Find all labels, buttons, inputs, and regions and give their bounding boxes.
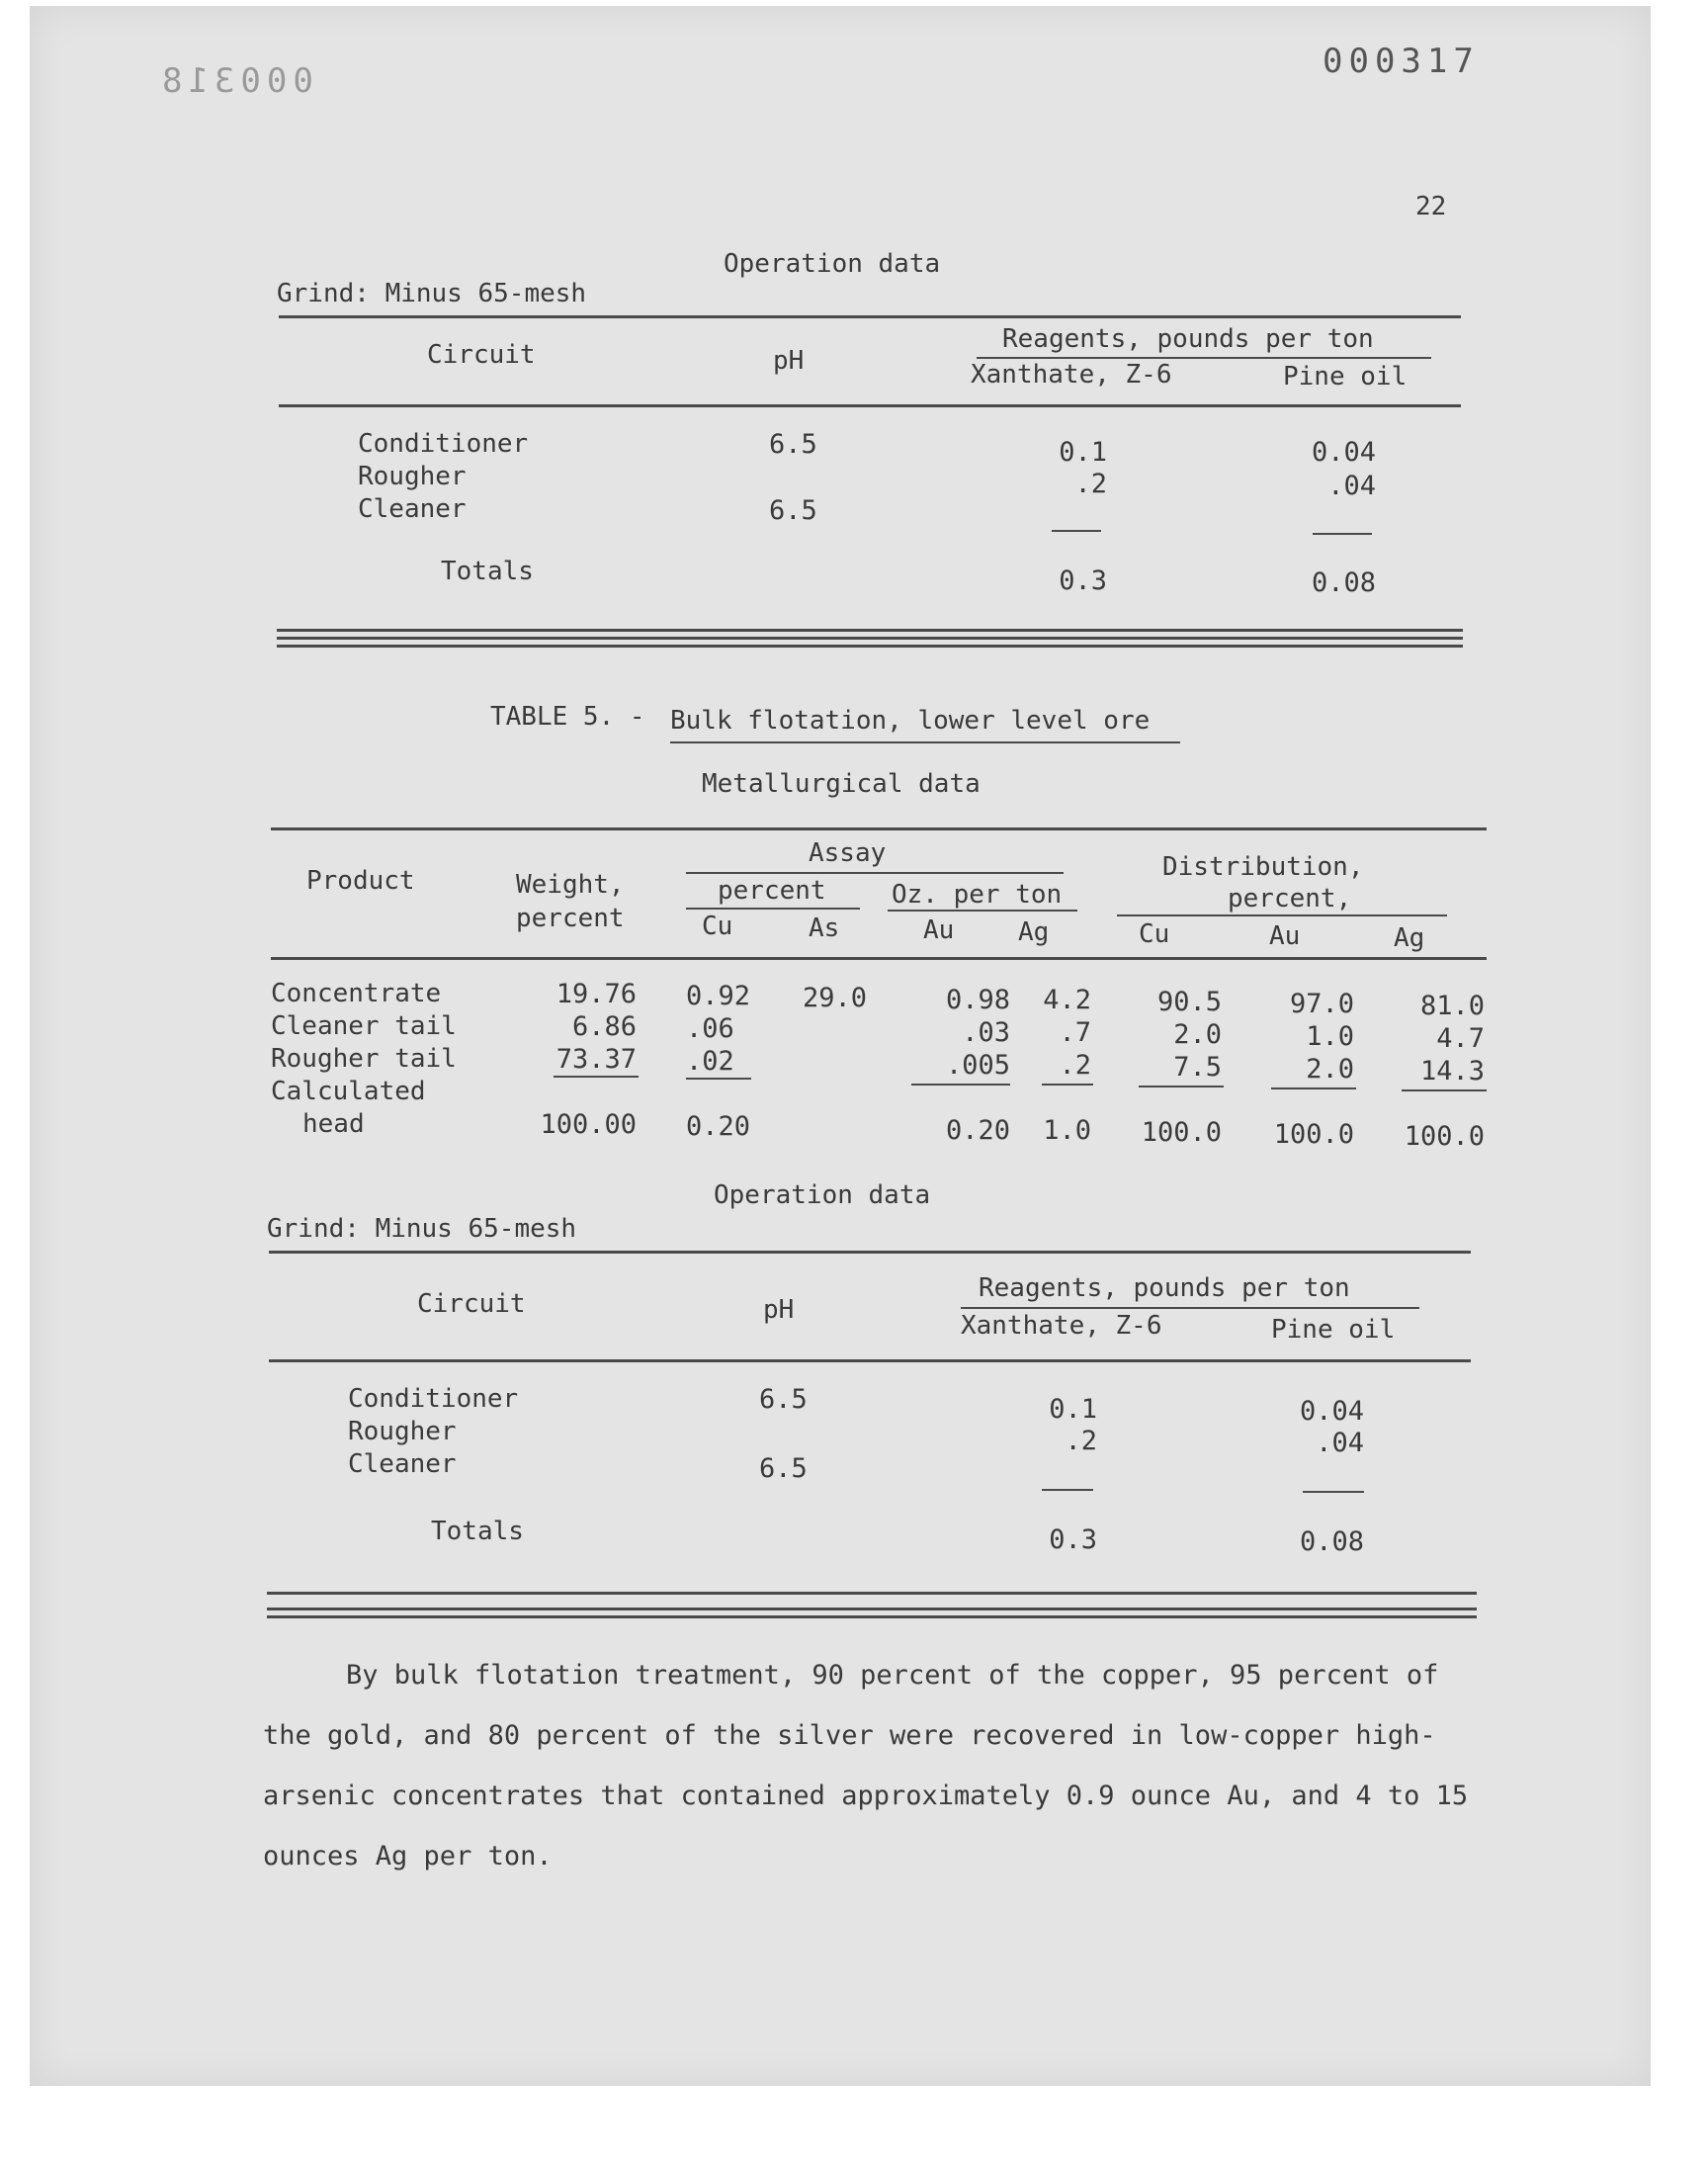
op1-row-circuit: Cleaner bbox=[358, 494, 467, 524]
op1-header-ph: pH bbox=[773, 346, 805, 376]
op2-sum-line-pine-oil bbox=[1303, 1491, 1364, 1493]
table5-header-dist-au: Au bbox=[1269, 921, 1301, 951]
op2-row-ph: 6.5 bbox=[759, 1453, 808, 1484]
op1-row-pine-oil: 0.04 bbox=[1311, 437, 1376, 468]
op2-bottom-rule bbox=[267, 1615, 1477, 1618]
op2-header-ph: pH bbox=[763, 1295, 795, 1325]
table5-row-cu: .06 bbox=[686, 1013, 734, 1044]
table5-header-oz: Oz. per ton bbox=[892, 880, 1063, 910]
table5-row-dist-ag: 4.7 bbox=[1436, 1023, 1485, 1054]
table5-row-product: Concentrate bbox=[271, 979, 442, 1008]
table5-head-ag: 1.0 bbox=[1043, 1115, 1091, 1146]
op1-header-xanthate: Xanthate, Z-6 bbox=[971, 360, 1172, 390]
op1-top-rule bbox=[279, 315, 1461, 318]
table5-distribution-underline bbox=[1117, 914, 1447, 916]
table5-sum-line-ag bbox=[1042, 1084, 1093, 1086]
table5-header-au: Au bbox=[923, 915, 955, 945]
table5-row-ag: 4.2 bbox=[1043, 985, 1091, 1015]
op1-header-rule bbox=[279, 404, 1461, 407]
table5-header-ag: Ag bbox=[1018, 917, 1050, 947]
table5-header-weight-2: percent bbox=[516, 904, 625, 933]
op2-header-pine-oil: Pine oil bbox=[1271, 1315, 1396, 1345]
table5-head-dist-ag: 100.0 bbox=[1404, 1121, 1485, 1152]
op2-header-circuit: Circuit bbox=[417, 1289, 526, 1319]
page-stamp: 000317 bbox=[1323, 42, 1480, 81]
op2-row-pine-oil: 0.04 bbox=[1299, 1396, 1364, 1427]
op2-bottom-rule bbox=[267, 1608, 1477, 1610]
op2-reagents-underline bbox=[961, 1307, 1419, 1309]
table5-row-weight: 73.37 bbox=[555, 1044, 637, 1075]
table5-row-au: .005 bbox=[945, 1050, 1010, 1081]
table5-head-dist-cu: 100.0 bbox=[1141, 1117, 1222, 1148]
table5-percent-underline bbox=[686, 908, 860, 910]
paragraph-line: the gold, and 80 percent of the silver were recovered in low-copper high- bbox=[263, 1720, 1436, 1751]
table5-header-assay: Assay bbox=[809, 838, 887, 868]
document-page bbox=[30, 6, 1651, 2086]
op1-row-ph: 6.5 bbox=[769, 429, 817, 460]
op1-row-pine-oil: .04 bbox=[1327, 471, 1376, 501]
table5-head-cu: 0.20 bbox=[686, 1111, 751, 1142]
table5-row-product: Cleaner tail bbox=[271, 1011, 457, 1041]
body-paragraph bbox=[263, 1645, 1468, 1886]
op2-header-rule bbox=[269, 1359, 1471, 1362]
table5-row-dist-ag: 14.3 bbox=[1419, 1056, 1485, 1087]
table5-header-weight: Weight, bbox=[516, 870, 625, 900]
op2-row-ph: 6.5 bbox=[759, 1384, 808, 1415]
op1-sum-line-xanthate bbox=[1052, 530, 1101, 532]
op2-header-reagents: Reagents, pounds per ton bbox=[979, 1273, 1350, 1303]
op1-bottom-rule bbox=[277, 645, 1463, 648]
op2-grind: Grind: Minus 65-mesh bbox=[267, 1214, 577, 1244]
table5-row-ag: .7 bbox=[1059, 1017, 1091, 1048]
op1-row-xanthate: 0.1 bbox=[1059, 437, 1107, 468]
table5-head-dist-au: 100.0 bbox=[1273, 1119, 1354, 1150]
table5-row-ag: .2 bbox=[1059, 1050, 1091, 1081]
table5-row-au: .03 bbox=[962, 1017, 1010, 1048]
op1-totals-xanthate: 0.3 bbox=[1059, 566, 1107, 596]
table5-row-dist-cu: 90.5 bbox=[1156, 987, 1222, 1017]
table5-subtitle: Metallurgical data bbox=[702, 769, 981, 799]
table5-oz-underline bbox=[888, 910, 1077, 912]
table5-row-dist-ag: 81.0 bbox=[1419, 991, 1485, 1021]
op1-header-pine-oil: Pine oil bbox=[1283, 362, 1408, 392]
op2-sum-line-xanthate bbox=[1042, 1489, 1093, 1491]
op1-totals-label: Totals bbox=[441, 557, 534, 586]
table5-row-au: 0.98 bbox=[945, 985, 1010, 1015]
paragraph-line: arsenic concentrates that contained approximately 0.9 ounce Au, and 4 to 15 bbox=[263, 1781, 1469, 1811]
op1-row-circuit: Conditioner bbox=[358, 429, 529, 459]
op1-grind: Grind: Minus 65-mesh bbox=[277, 279, 587, 308]
op1-title: Operation data bbox=[724, 249, 941, 279]
op2-row-xanthate: .2 bbox=[1065, 1426, 1097, 1456]
table5-header-dist-cu: Cu bbox=[1139, 919, 1170, 949]
op2-row-pine-oil: .04 bbox=[1316, 1428, 1364, 1458]
table5-header-as: As bbox=[809, 914, 840, 943]
op2-header-xanthate: Xanthate, Z-6 bbox=[961, 1311, 1162, 1341]
table5-sum-line-weight bbox=[554, 1076, 639, 1078]
paragraph-line: By bulk flotation treatment, 90 percent of the copper, 95 percent of bbox=[346, 1660, 1439, 1691]
op2-row-circuit: Cleaner bbox=[348, 1449, 457, 1479]
op2-totals-pine-oil: 0.08 bbox=[1299, 1526, 1364, 1557]
table5-row-dist-au: 1.0 bbox=[1306, 1021, 1354, 1052]
table5-header-dist-ag: Ag bbox=[1394, 923, 1425, 953]
table5-header-cu: Cu bbox=[702, 912, 733, 941]
table5-sum-line-dist-au bbox=[1271, 1088, 1356, 1089]
op2-row-circuit: Conditioner bbox=[348, 1384, 519, 1414]
op2-bottom-rule bbox=[267, 1592, 1477, 1595]
op1-reagents-underline bbox=[977, 357, 1431, 359]
op1-sum-line-pine-oil bbox=[1313, 533, 1372, 535]
op1-row-circuit: Rougher bbox=[358, 462, 467, 491]
table5-header-distribution: Distribution, bbox=[1162, 852, 1364, 882]
table5-row-product: Rougher tail bbox=[271, 1044, 457, 1074]
table5-sum-line-dist-ag bbox=[1402, 1089, 1487, 1091]
op2-row-circuit: Rougher bbox=[348, 1417, 457, 1446]
table5-head-weight: 100.00 bbox=[540, 1109, 637, 1140]
table5-row-cu: .02 bbox=[686, 1046, 734, 1077]
table5-header-product: Product bbox=[306, 866, 415, 896]
mirrored-stamp: 000318 bbox=[156, 61, 313, 101]
table5-head-label: Calculated bbox=[271, 1077, 426, 1106]
table5-sum-line-cu bbox=[686, 1078, 751, 1080]
table5-row-weight: 19.76 bbox=[555, 979, 637, 1009]
op1-row-xanthate: .2 bbox=[1074, 469, 1107, 499]
op1-row-ph: 6.5 bbox=[769, 495, 817, 526]
op1-header-circuit: Circuit bbox=[427, 340, 536, 370]
table5-title-underline bbox=[670, 741, 1180, 743]
table5-row-dist-au: 2.0 bbox=[1306, 1054, 1354, 1085]
page-number: 22 bbox=[1415, 192, 1447, 221]
table5-prefix: TABLE 5. - bbox=[490, 702, 645, 732]
op2-top-rule bbox=[269, 1251, 1471, 1254]
table5-sum-line-dist-cu bbox=[1139, 1086, 1224, 1088]
op2-totals-label: Totals bbox=[431, 1517, 524, 1546]
op2-totals-xanthate: 0.3 bbox=[1049, 1524, 1097, 1555]
table5-head-au: 0.20 bbox=[945, 1115, 1010, 1146]
op1-bottom-rule bbox=[277, 637, 1463, 640]
op2-row-xanthate: 0.1 bbox=[1049, 1394, 1097, 1425]
table5-row-dist-cu: 2.0 bbox=[1173, 1019, 1222, 1050]
table5-head-label-2: head bbox=[302, 1109, 365, 1139]
op1-bottom-rule bbox=[277, 629, 1463, 632]
table5-header-distribution-2: percent, bbox=[1228, 884, 1352, 914]
op1-totals-pine-oil: 0.08 bbox=[1311, 567, 1376, 598]
table5-row-weight: 6.86 bbox=[571, 1011, 637, 1042]
table5-row-dist-cu: 7.5 bbox=[1173, 1052, 1222, 1083]
table5-row-dist-au: 97.0 bbox=[1289, 989, 1354, 1019]
table5-header-percent: percent bbox=[718, 876, 826, 906]
table5-top-rule bbox=[271, 827, 1487, 830]
op2-title: Operation data bbox=[714, 1180, 931, 1210]
table5-row-as: 29.0 bbox=[803, 983, 868, 1013]
op1-header-reagents: Reagents, pounds per ton bbox=[1002, 324, 1374, 354]
paragraph-line: ounces Ag per ton. bbox=[263, 1841, 553, 1871]
table5-row-cu: 0.92 bbox=[686, 981, 751, 1011]
table5-assay-underline bbox=[686, 872, 1064, 874]
table5-header-rule bbox=[271, 957, 1487, 960]
table5-title: Bulk flotation, lower level ore bbox=[670, 706, 1151, 736]
table5-sum-line-au bbox=[911, 1084, 1010, 1086]
